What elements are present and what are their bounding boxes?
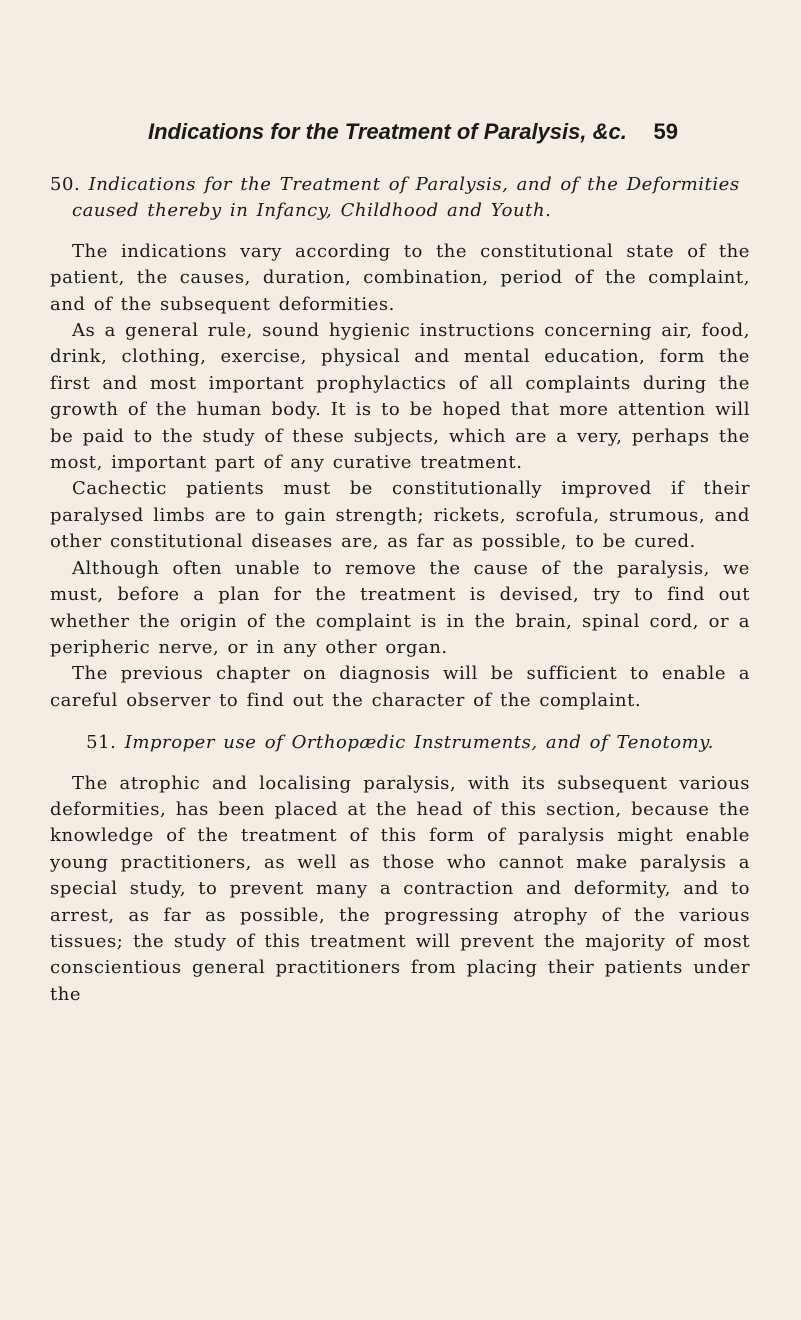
section-51-title: Improper use of Orthopædic Instruments, and of Tenotomy. — [124, 732, 714, 754]
running-head — [148, 117, 678, 147]
section-50-number: 50. — [50, 174, 81, 195]
running-head-title: Indications for the Treatment of Paralysis, &c. — [148, 119, 627, 144]
paragraph: The indications vary according to the constitutional state of the patient, the causes, duration, combination, period of the complaint, and of the subsequent deformities. — [50, 240, 750, 315]
paragraph: Although often unable to remove the cause of the paralysis, we must, before a plan for the treatment is devised, try to find out whether the origin of the complaint is in the brain, spinal cord, or a peripheric nerve, or in any other organ. — [50, 557, 750, 658]
paragraph: The previous chapter on diagnosis will be sufficient to enable a careful observer to find out the character of the complaint. — [50, 663, 750, 711]
paragraph: Cachectic patients must be constitutionally improved if their paralysed limbs are to gain strength; rickets, scrofula, strumous, and other constitutional diseases are, as far as possible, to be cured. — [50, 478, 750, 553]
section-51-number: 51. — [86, 732, 117, 754]
section-50-title: Indications for the Treatment of Paralysis, and of the Deformities caused thereby in Infancy, Childhood and Youth. — [72, 174, 740, 222]
paragraph: The atrophic and localising paralysis, with its subsequent various deformities, has been placed at the head of this section, because the knowledge of the treatment of this form of paralysis might enable young practitioners, as well as those who cannot make paralysis a special study, to prevent many a contraction and deformity, and to arrest, as far as possible, the progressing atrophy of the various tissues; the study of this treatment will prevent the majority of most conscientious general practitioners from placing their patients under the — [50, 772, 750, 1005]
section-50-heading — [50, 172, 750, 225]
paragraph: As a general rule, sound hygienic instructions concerning air, food, drink, clothing, exercise, physical and mental education, form the first and most important prophylactics of all complaints during the growth of the human body. It is to be hoped that more attention will be paid to the study of these subjects, which are a very, perhaps the most, important part of any curative treatment. — [50, 320, 750, 474]
page-body — [50, 172, 750, 1008]
section-51-heading — [50, 730, 750, 756]
page-number: 59 — [653, 119, 678, 144]
